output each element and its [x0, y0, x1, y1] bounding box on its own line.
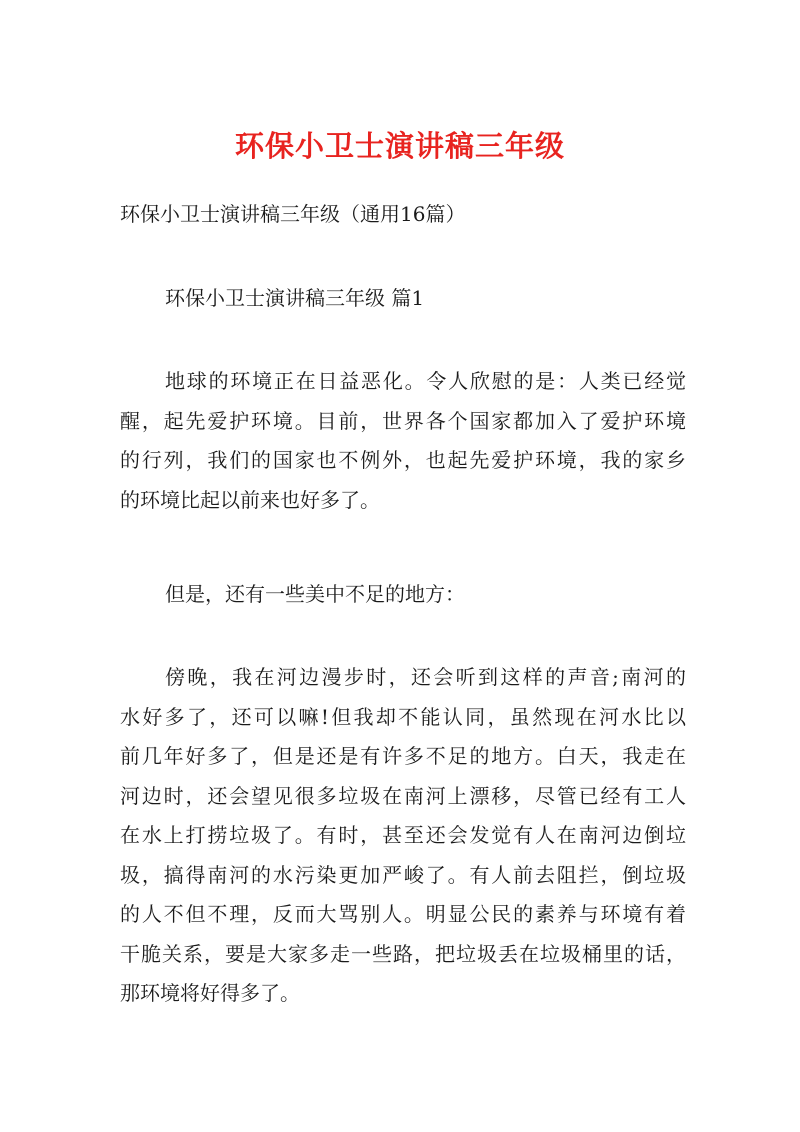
paragraph-line: 的环境比起以前来也好多了。 [120, 487, 380, 512]
document-title: 环保小卫士演讲稿三年级 [234, 129, 565, 163]
paragraph-line: 在水上打捞垃圾了。有时，甚至还会发觉有人在南河边倒垃 [120, 823, 686, 847]
paragraph-line: 水好多了，还可以嘛!但我却不能认同，虽然现在河水比以 [120, 704, 686, 729]
section-heading: 环保小卫士演讲稿三年级 篇1 [165, 286, 425, 310]
paragraph-line: 傍晚，我在河边漫步时，还会听到这样的声音;南河的 [165, 665, 686, 689]
paragraph-3 [120, 658, 686, 1014]
paragraph-line: 圾，搞得南河的水污染更加严峻了。有人前去阻拦，倒垃圾 [120, 862, 686, 887]
paragraph-line: 地球的环境正在日益恶化。令人欣慰的是：人类已经觉 [165, 369, 686, 393]
paragraph-1 [120, 362, 686, 520]
paragraph-line: 醒，起先爱护环境。目前，世界各个国家都加入了爱护环境 [120, 408, 686, 433]
paragraph-line: 河边时，还会望见很多垃圾在南河上漂移，尽管已经有工人 [120, 783, 686, 808]
paragraph-line: 的行列，我们的国家也不例外，也起先爱护环境，我的家乡 [120, 448, 686, 472]
paragraph-line: 的人不但不理，反而大骂别人。明显公民的素养与环境有着 [120, 902, 686, 926]
paragraph-line: 但是，还有一些美中不足的地方： [165, 582, 465, 606]
paragraph-line: 那环境将好得多了。 [120, 981, 300, 1005]
paragraph-2 [120, 575, 686, 615]
document-subtitle: 环保小卫士演讲稿三年级（通用16篇） [120, 202, 466, 226]
paragraph-line: 前几年好多了，但是还是有许多不足的地方。白天，我走在 [120, 744, 686, 768]
paragraph-line: 干脆关系，要是大家多走一些路，把垃圾丢在垃圾桶里的话， [120, 941, 686, 966]
